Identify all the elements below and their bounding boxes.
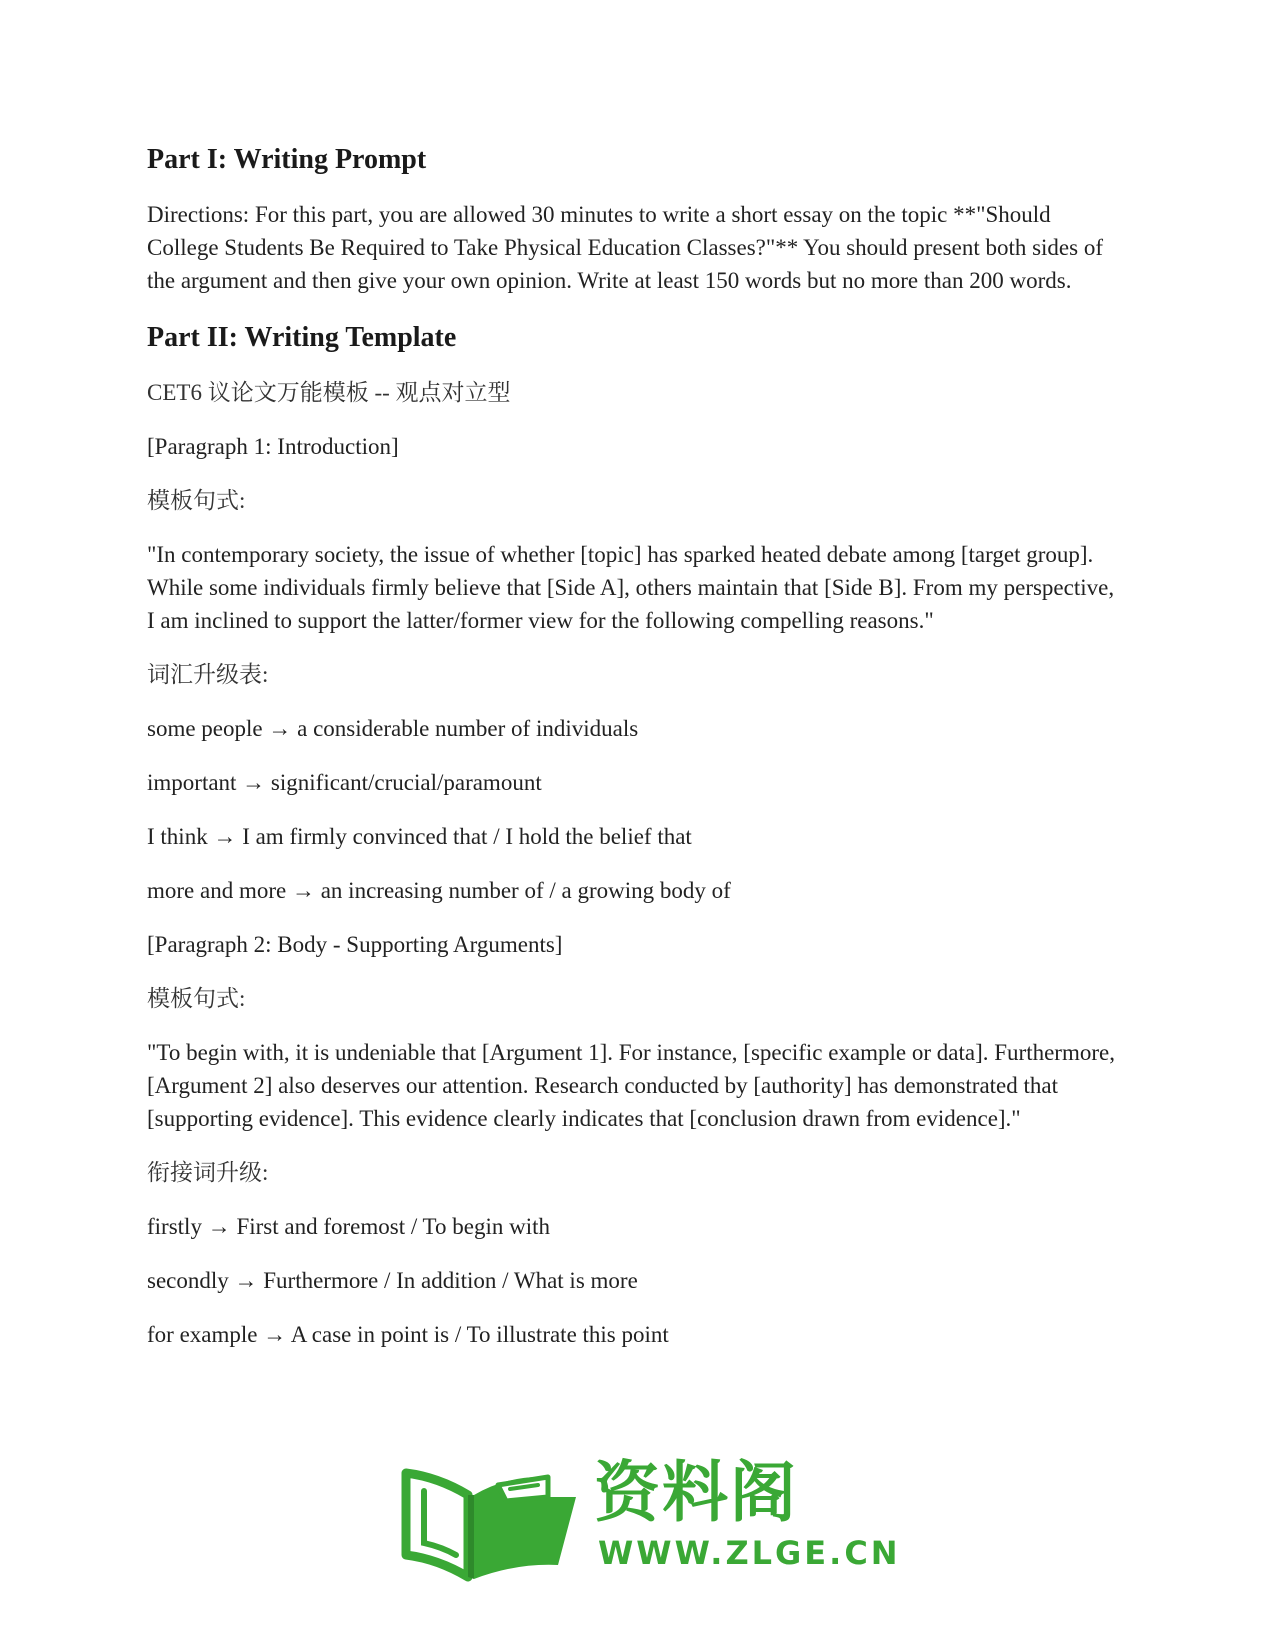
paragraph-1-pattern-label: 模板句式: xyxy=(147,488,246,513)
connective-item: secondly → Furthermore / In addition / What is more xyxy=(147,1268,638,1293)
connective-item: firstly → First and foremost / To begin with xyxy=(147,1214,550,1239)
book-logo-icon xyxy=(398,1455,598,1585)
vocab-item: I think → I am firmly convinced that / I hold the belief that xyxy=(147,824,692,849)
paragraph-2-template: "To begin with, it is undeniable that [Argument 1]. For instance, [specific example or data]. Furthermore, [Argument 2] also deserves our attention. Research conducted by [authority] has demonstrated that [supporting evidence]. This evidence clearly indicates that [conclusion drawn from evidence]." xyxy=(147,1040,1115,1131)
paragraph-1-template: "In contemporary society, the issue of whether [topic] has sparked heated debate among [target group]. While some individuals firmly believe that [Side A], others maintain that [Side B]. From my perspective, I am inclined to support the latter/former view for the following compelling reasons." xyxy=(147,542,1115,633)
vocab-item: important → significant/crucial/paramount xyxy=(147,770,542,795)
vocab-item: some people → a considerable number of individuals xyxy=(147,716,639,741)
watermark-url: WWW.ZLGE.CN xyxy=(598,1534,901,1572)
vocab-table-label: 词汇升级表: xyxy=(147,662,269,687)
paragraph-2-pattern-label: 模板句式: xyxy=(147,986,246,1011)
heading-writing-template: Part II: Writing Template xyxy=(147,322,457,353)
vocab-item: more and more → an increasing number of / a growing body of xyxy=(147,878,731,903)
paragraph-2-label: [Paragraph 2: Body - Supporting Arguments] xyxy=(147,932,563,957)
paragraph-1-label: [Paragraph 1: Introduction] xyxy=(147,434,399,459)
template-title: CET6 议论文万能模板 -- 观点对立型 xyxy=(147,380,511,405)
heading-writing-prompt: Part I: Writing Prompt xyxy=(147,144,427,175)
document-page xyxy=(147,140,1122,1372)
watermark xyxy=(398,1454,901,1585)
directions-paragraph: Directions: For this part, you are allowed 30 minutes to write a short essay on the topic **"Should College Students Be Required to Take Physical Education Classes?"** You should present both sides of the argument and then give your own opinion. Write at least 150 words but no more than 200 words. xyxy=(147,202,1104,293)
watermark-title: 资料阁 xyxy=(594,1454,798,1531)
connective-item: for example → A case in point is / To illustrate this point xyxy=(147,1322,669,1347)
connective-upgrade-label: 衔接词升级: xyxy=(147,1160,269,1185)
